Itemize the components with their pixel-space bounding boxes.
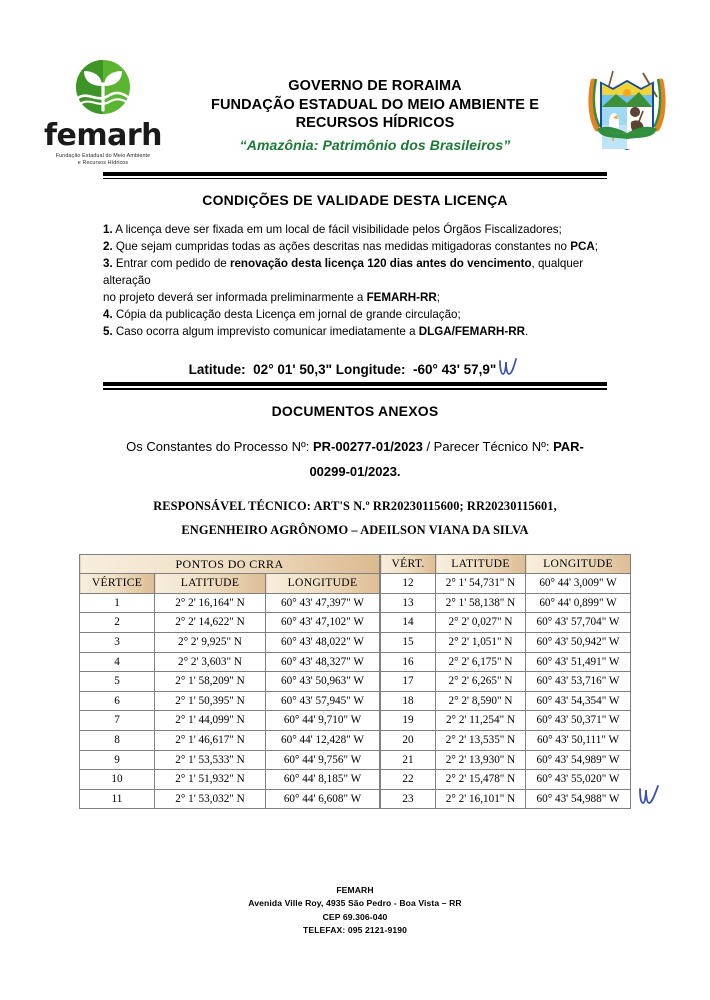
cell-longitude: 60° 43' 50,111" W (526, 730, 631, 750)
leaf-sprout-logo-icon (64, 58, 142, 120)
table-row (381, 672, 631, 692)
column-header-longitude-right: LONGITUDE (526, 554, 631, 574)
condition-bold-2: PCA (570, 240, 595, 254)
latitude-value: 02° 01' 50,3" (253, 362, 332, 378)
condition-item-4 (103, 306, 607, 323)
cell-latitude: 2° 1' 54,731" N (436, 574, 526, 594)
condition-bold-3-cont: FEMARH-RR (366, 291, 437, 305)
anexos-intro (0, 435, 710, 484)
table-row (80, 613, 380, 633)
footer-line-address: Avenida Ville Roy, 4935 São Pedro - Boa Vista – RR (248, 898, 462, 909)
cell-latitude: 2° 1' 53,032" N (155, 789, 266, 809)
condition-item-1 (103, 221, 607, 238)
coordinates-tables-inner (79, 554, 631, 810)
cell-longitude: 60° 43' 54,989" W (526, 750, 631, 770)
cell-longitude: 60° 44' 6,608" W (266, 789, 380, 809)
rule-above-conditions (103, 168, 607, 180)
cell-latitude: 2° 1' 51,932" N (155, 770, 266, 790)
table-row (80, 672, 380, 692)
license-coordinates-line (0, 356, 710, 378)
table-row (381, 691, 631, 711)
roraima-crest-block (572, 67, 682, 159)
title-line-foundation: FUNDAÇÃO ESTADUAL DO MEIO AMBIENTE E (211, 96, 539, 113)
cell-vertice: 17 (381, 672, 436, 692)
handwritten-signature-mark-table-icon (637, 783, 663, 807)
cell-longitude: 60° 44' 8,185" W (266, 770, 380, 790)
cell-vertice: 2 (80, 613, 155, 633)
rule-thin-line-2 (103, 388, 607, 390)
table-row (381, 652, 631, 672)
cell-vertice: 15 (381, 632, 436, 652)
latitude-label: Latitude: (188, 362, 246, 378)
condition-text-4: Cópia da publicação desta Licença em jornal de grande circulação; (112, 308, 461, 322)
footer-line-organization: FEMARH (336, 885, 374, 895)
cell-vertice: 22 (381, 770, 436, 790)
cell-latitude: 2° 2' 9,925" N (155, 632, 266, 652)
processo-numero: PR-00277-01/2023 (312, 438, 423, 454)
condition-tail-3: , qualquer alteração (103, 257, 584, 288)
cell-longitude: 60° 43' 50,963" W (266, 672, 380, 692)
cell-latitude: 2° 1' 44,099" N (155, 711, 266, 731)
cell-longitude: 60° 44' 9,710" W (266, 711, 380, 731)
document-header (0, 0, 710, 168)
cell-longitude: 60° 44' 9,756" W (266, 750, 380, 770)
cell-vertice: 19 (381, 711, 436, 731)
longitude-label: Longitude: (335, 362, 406, 378)
table-row (381, 632, 631, 652)
cell-longitude: 60° 43' 53,716" W (526, 672, 631, 692)
table-row (381, 770, 631, 790)
table-row (80, 593, 380, 613)
parecer-numero-part1: PAR- (553, 438, 584, 454)
cell-latitude: 2° 2' 6,265" N (436, 672, 526, 692)
parecer-numero-part2-line (0, 460, 710, 485)
table-row (80, 789, 380, 809)
table-header-row-left (80, 574, 380, 594)
condition-item-3 (103, 255, 607, 289)
cell-latitude: 2° 2' 6,175" N (436, 652, 526, 672)
cell-latitude: 2° 1' 58,138" N (436, 593, 526, 613)
condition-item-5 (103, 323, 607, 340)
column-header-latitude: LATITUDE (155, 574, 266, 594)
cell-vertice: 21 (381, 750, 436, 770)
cell-latitude: 2° 2' 16,164" N (155, 593, 266, 613)
cell-latitude: 2° 1' 50,395" N (155, 691, 266, 711)
table-row (381, 574, 631, 594)
cell-latitude: 2° 2' 13,930" N (436, 750, 526, 770)
cell-vertice: 11 (80, 789, 155, 809)
table-title-row (80, 554, 380, 574)
cell-longitude: 60° 43' 48,327" W (266, 652, 380, 672)
table-row (80, 750, 380, 770)
cell-latitude: 2° 1' 58,209" N (155, 672, 266, 692)
table-row (381, 789, 631, 809)
condition-number-3: 3. (103, 257, 113, 271)
cell-latitude: 2° 2' 11,254" N (436, 711, 526, 731)
femarh-logo-subtitle-line2: e Recursos Hídricos (77, 160, 129, 167)
cell-longitude: 60° 43' 47,397" W (266, 593, 380, 613)
condition-number-2: 2. (103, 240, 113, 254)
cell-vertice: 1 (80, 593, 155, 613)
table-row (80, 632, 380, 652)
condition-tail-2: ; (594, 240, 598, 254)
table-title-cell: PONTOS DO CRRA (80, 554, 380, 574)
table-row (80, 691, 380, 711)
cell-longitude: 60° 43' 51,491" W (526, 652, 631, 672)
cell-longitude: 60° 44' 3,009" W (526, 574, 631, 594)
condition-number-1: 1. (103, 223, 113, 237)
condition-item-2 (103, 238, 607, 255)
responsavel-tecnico-block (0, 494, 710, 542)
column-header-vertice: VÉRTICE (80, 574, 155, 594)
cell-latitude: 2° 2' 14,622" N (155, 613, 266, 633)
femarh-logo-subtitle-line1: Fundação Estadual do Meio Ambiente (55, 153, 151, 159)
cell-longitude: 60° 44' 12,428" W (266, 730, 380, 750)
cell-longitude: 60° 43' 54,354" W (526, 691, 631, 711)
condition-text-3: Entrar com pedido de (112, 257, 230, 271)
handwritten-signature-mark-icon (497, 356, 521, 378)
cell-vertice: 14 (381, 613, 436, 633)
condition-text-5: Caso ocorra algum imprevisto comunicar imediatamente a (112, 325, 419, 339)
cell-vertice: 18 (381, 691, 436, 711)
anexos-intro-middle: / Parecer Técnico Nº: (422, 438, 554, 454)
cell-vertice: 9 (80, 750, 155, 770)
condition-text-1: A licença deve ser fixada em um local de fácil visibilidade pelos Órgãos Fiscalizadores; (112, 223, 562, 237)
document-footer (0, 884, 710, 937)
femarh-logo-subtitle (56, 153, 151, 168)
table-row (80, 730, 380, 750)
femarh-logo (28, 58, 178, 168)
cell-longitude: 60° 43' 55,020" W (526, 770, 631, 790)
column-header-longitude: LONGITUDE (266, 574, 380, 594)
cell-latitude: 2° 1' 46,617" N (155, 730, 266, 750)
cell-longitude: 60° 43' 57,945" W (266, 691, 380, 711)
cell-vertice: 8 (80, 730, 155, 750)
condition-tail-3-cont: ; (436, 291, 441, 305)
column-header-latitude-right: LATITUDE (436, 554, 526, 574)
cell-vertice: 4 (80, 652, 155, 672)
title-line-government: GOVERNO DE RORAIMA (288, 77, 462, 94)
coordinates-table-left (79, 554, 380, 810)
condition-text-2: Que sejam cumpridas todas as ações descritas nas medidas mitigadoras constantes no (112, 240, 571, 254)
cell-latitude: 2° 2' 15,478" N (436, 770, 526, 790)
cell-vertice: 16 (381, 652, 436, 672)
table-row (80, 770, 380, 790)
condition-bold-5: DLGA/FEMARH-RR (418, 325, 526, 339)
rule-above-anexos (103, 378, 607, 390)
cell-latitude: 2° 2' 8,590" N (436, 691, 526, 711)
header-title-block (178, 77, 572, 153)
cell-vertice: 10 (80, 770, 155, 790)
cell-longitude: 60° 43' 47,102" W (266, 613, 380, 633)
cell-vertice: 6 (80, 691, 155, 711)
responsavel-tecnico-line1: RESPONSÁVEL TÉCNICO: ART'S N.º RR20230115600; RR20230115601, (153, 499, 557, 514)
anexos-intro-prefix: Os Constantes do Processo Nº: (126, 438, 313, 454)
condition-bold-3: renovação desta licença 120 dias antes do vencimento (229, 257, 532, 271)
table-header-row-right (381, 554, 631, 574)
cell-latitude: 2° 2' 0,027" N (436, 613, 526, 633)
table-row (381, 730, 631, 750)
table-row (80, 711, 380, 731)
condition-number-5: 5. (103, 325, 113, 339)
column-header-vert: VÉRT. (381, 554, 436, 574)
cell-latitude: 2° 1' 53,533" N (155, 750, 266, 770)
cell-vertice: 23 (381, 789, 436, 809)
parecer-numero-part2: 00299-01/2023. (309, 463, 401, 479)
condition-text-3-cont: no projeto deverá ser informada preliminarmente a (103, 291, 367, 305)
cell-vertice: 12 (381, 574, 436, 594)
coordinates-table-right (380, 554, 631, 810)
cell-vertice: 20 (381, 730, 436, 750)
cell-vertice: 3 (80, 632, 155, 652)
cell-latitude: 2° 2' 3,603" N (155, 652, 266, 672)
header-slogan: “Amazônia: Patrimônio dos Brasileiros” (239, 136, 511, 153)
responsavel-tecnico-line2: ENGENHEIRO AGRÔNOMO – ADEILSON VIANA DA SILVA (181, 523, 529, 538)
cell-vertice: 5 (80, 672, 155, 692)
cell-longitude: 60° 43' 48,022" W (266, 632, 380, 652)
footer-line-cep: CEP 69.306-040 (322, 911, 388, 922)
cell-vertice: 7 (80, 711, 155, 731)
femarh-wordmark: femarh (43, 118, 163, 153)
cell-longitude: 60° 43' 50,942" W (526, 632, 631, 652)
condition-number-4: 4. (103, 308, 113, 322)
longitude-value: -60° 43' 57,9" (413, 362, 497, 378)
footer-line-telefax: TELEFAX: 095 2121-9190 (303, 924, 407, 935)
table-row (381, 750, 631, 770)
condition-item-3-cont (103, 289, 607, 306)
anexos-section-title: DOCUMENTOS ANEXOS (271, 402, 439, 419)
cell-latitude: 2° 2' 13,535" N (436, 730, 526, 750)
rule-thin-line (103, 178, 607, 180)
table-row (80, 652, 380, 672)
title-line-resources: RECURSOS HÍDRICOS (295, 115, 455, 132)
cell-vertice: 13 (381, 593, 436, 613)
cell-latitude: 2° 2' 16,101" N (436, 789, 526, 809)
table-row (381, 593, 631, 613)
cell-longitude: 60° 43' 54,988" W (526, 789, 631, 809)
cell-longitude: 60° 43' 57,704" W (526, 613, 631, 633)
coat-of-arms-icon (583, 67, 671, 159)
conditions-list (103, 221, 607, 340)
condition-tail-5: . (525, 325, 529, 339)
cell-longitude: 60° 44' 0,899" W (526, 593, 631, 613)
table-row (381, 711, 631, 731)
cell-latitude: 2° 2' 1,051" N (436, 632, 526, 652)
table-row (381, 613, 631, 633)
cell-longitude: 60° 43' 50,371" W (526, 711, 631, 731)
coordinates-tables (0, 554, 710, 810)
conditions-section-title: CONDIÇÕES DE VALIDADE DESTA LICENÇA (202, 192, 508, 209)
